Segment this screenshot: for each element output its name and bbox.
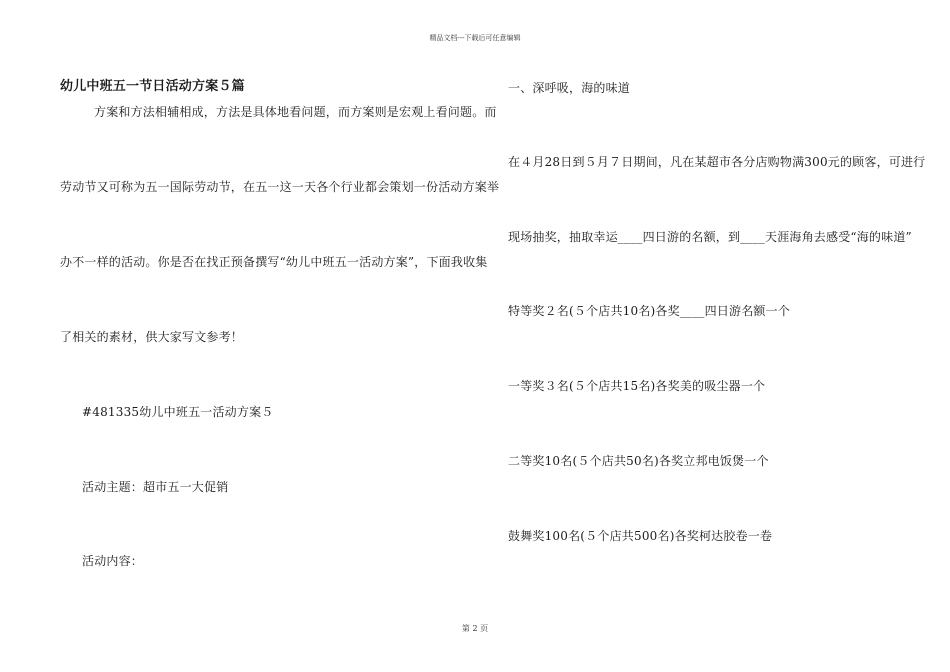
page-number: 第 2 页 bbox=[461, 624, 489, 633]
activity-theme: 活动主题：超市五一大促销 bbox=[82, 480, 229, 494]
page-header: 精品文档---下载后可任意编辑 bbox=[429, 34, 521, 42]
section-heading: 一、深呼吸，海的味道 bbox=[508, 81, 631, 95]
document-title: 幼儿中班五一节日活动方案５篇 bbox=[60, 79, 245, 94]
paragraph-line: 办不一样的活动。你是否在找正预备撰写“幼儿中班五一活动方案”，下面我收集 bbox=[60, 255, 488, 269]
paragraph-line: 现场抽奖，抽取幸运____四日游的名额，到____天涯海角去感受“海的味道” bbox=[508, 230, 912, 244]
paragraph-line: 在４月28日到５月７日期间，凡在某超市各分店购物满300元的顾客，可进行 bbox=[508, 155, 926, 169]
prize-line: 特等奖２名(５个店共10名)各奖____四日游名额一个 bbox=[508, 304, 791, 318]
prize-line: 一等奖３名(５个店共15名)各奖美的吸尘器一个 bbox=[508, 379, 766, 393]
paragraph-line: 方案和方法相辅相成，方法是具体地看问题，而方案则是宏观上看问题。而 bbox=[94, 105, 497, 119]
paragraph-line: 了相关的素材，供大家写文参考！ bbox=[60, 330, 244, 344]
prize-line: 鼓舞奖100名(５个店共500名)各奖柯达胶卷一卷 bbox=[508, 529, 773, 543]
prize-line: 二等奖10名(５个店共50名)各奖立邦电饭煲一个 bbox=[508, 454, 769, 468]
activity-content-label: 活动内容： bbox=[82, 554, 144, 568]
paragraph-line: 劳动节又可称为五一国际劳动节，在五一这一天各个行业都会策划一份活动方案举 bbox=[60, 180, 500, 194]
section-heading: #481335幼儿中班五一活动方案５ bbox=[82, 405, 274, 419]
